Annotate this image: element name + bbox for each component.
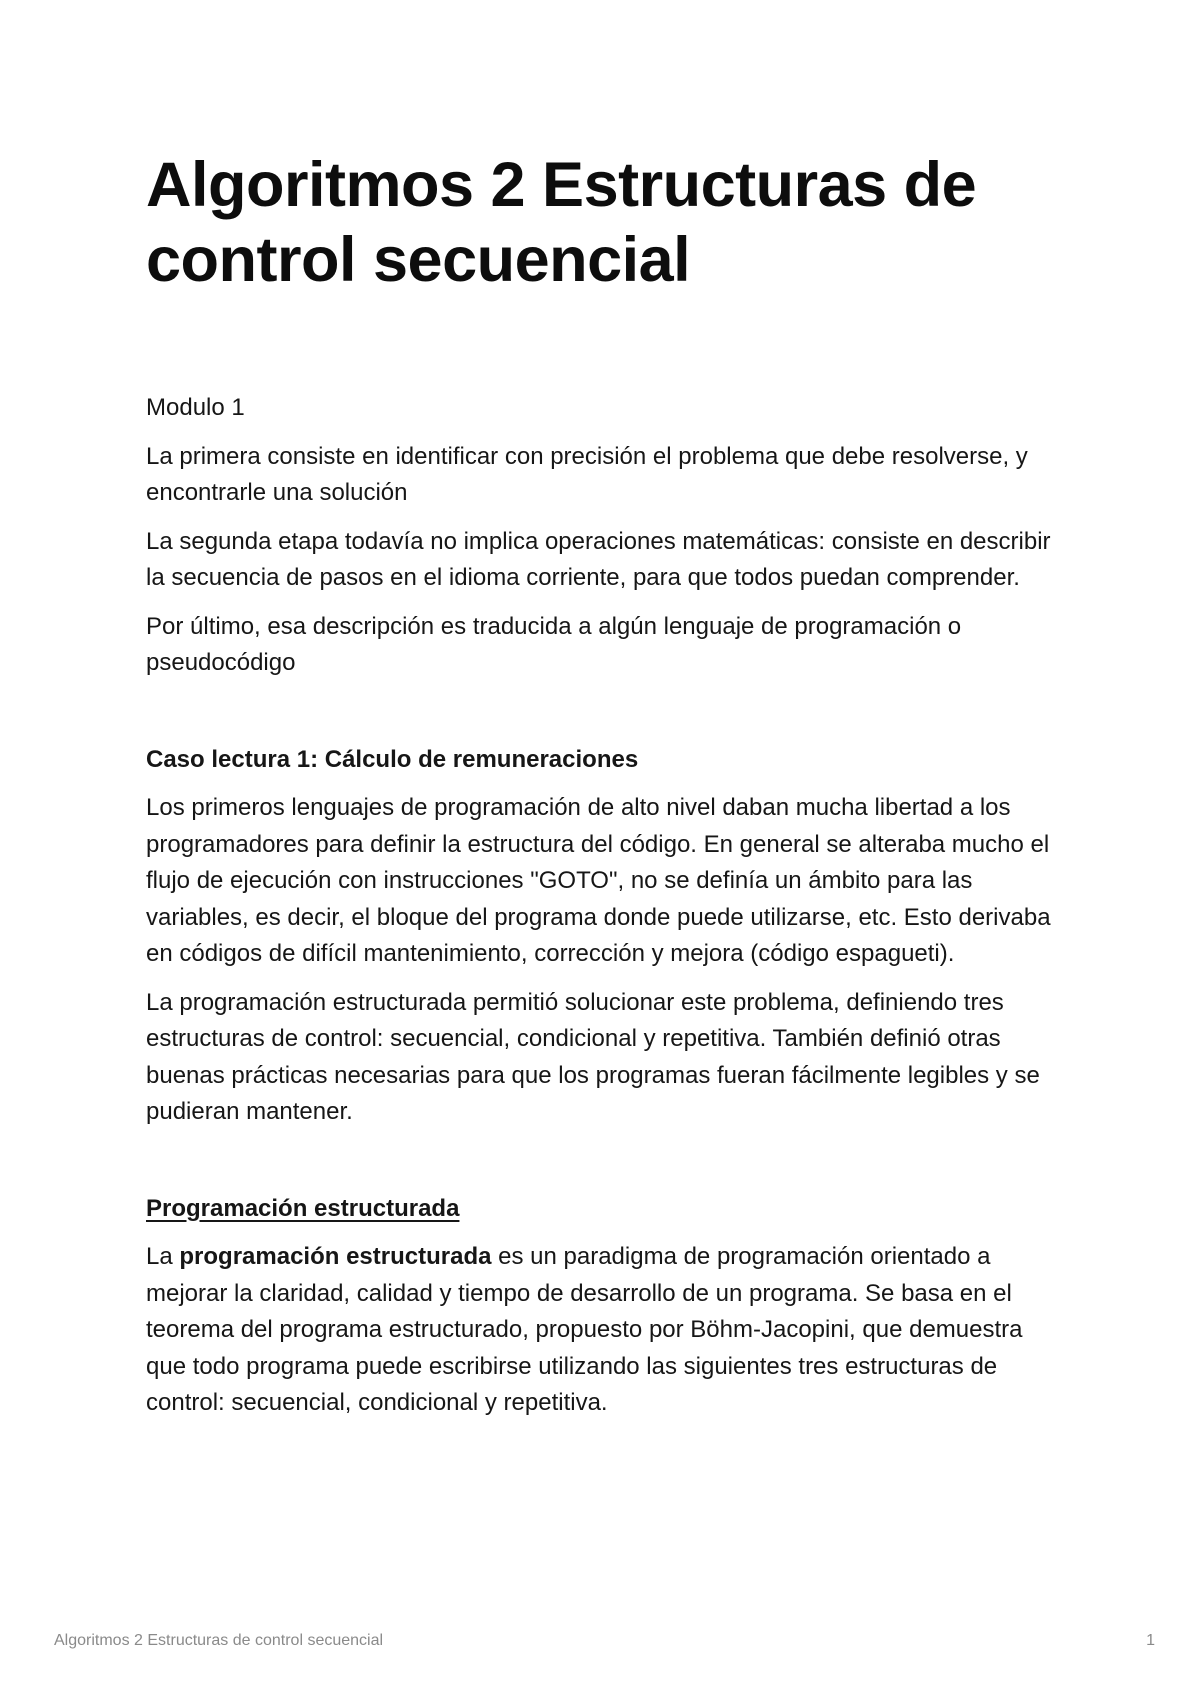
section-paragraph-prefix: La — [146, 1243, 180, 1270]
case-heading: Caso lectura 1: Cálculo de remuneraciones — [146, 745, 639, 773]
section-paragraph-suffix: es un paradigma de programación orientado a mejorar la claridad, calidad y tiempo de desarrollo de un programa. Se basa en el teorema del programa estructurado, propuesto por Böhm-Jacopini, que demuestra que todo programa puede escribirse utilizando las siguientes tres estructuras de control: secuencial, condicional y repetitiva. — [146, 1243, 1023, 1416]
paragraph-3: Por último, esa descripción es traducida a algún lenguaje de programación o pseudocódigo — [146, 612, 962, 676]
section-paragraph-bold-term: programación estructurada — [179, 1243, 492, 1270]
footer-page-number: 1 — [1146, 1632, 1155, 1649]
document-title: Algoritmos 2 Estructuras de control secuencial — [146, 150, 977, 295]
module-label: Modulo 1 — [146, 394, 245, 421]
case-paragraph-1: Los primeros lenguajes de programación de alto nivel daban mucha libertad a los programadores para definir la estructura del código. En general se alteraba mucho el flujo de ejecución con instrucciones "GOTO", no se definía un ámbito para las variables, es decir, el bloque del programa donde puede utilizarse, etc. Esto derivaba en códigos de difícil mantenimiento, corrección y mejora (código espagueti). — [146, 794, 1051, 967]
paragraph-1: La primera consiste en identificar con precisión el problema que debe resolverse, y encontrarle una solución — [146, 442, 1028, 506]
paragraph-2: La segunda etapa todavía no implica operaciones matemáticas: consiste en describir la secuencia de pasos en el idioma corriente, para que todos puedan comprender. — [146, 527, 1051, 591]
section-paragraph — [146, 1239, 1066, 1422]
case-paragraph-2: La programación estructurada permitió solucionar este problema, definiendo tres estructuras de control: secuencial, condicional y repetitiva. También definió otras buenas prácticas necesarias para que los programas fueran fácilmente legibles y se pudieran mantener. — [146, 988, 1040, 1125]
section-heading: Programación estructurada — [146, 1194, 460, 1222]
footer-title: Algoritmos 2 Estructuras de control secuencial — [54, 1632, 384, 1649]
document-body — [146, 390, 1066, 1434]
